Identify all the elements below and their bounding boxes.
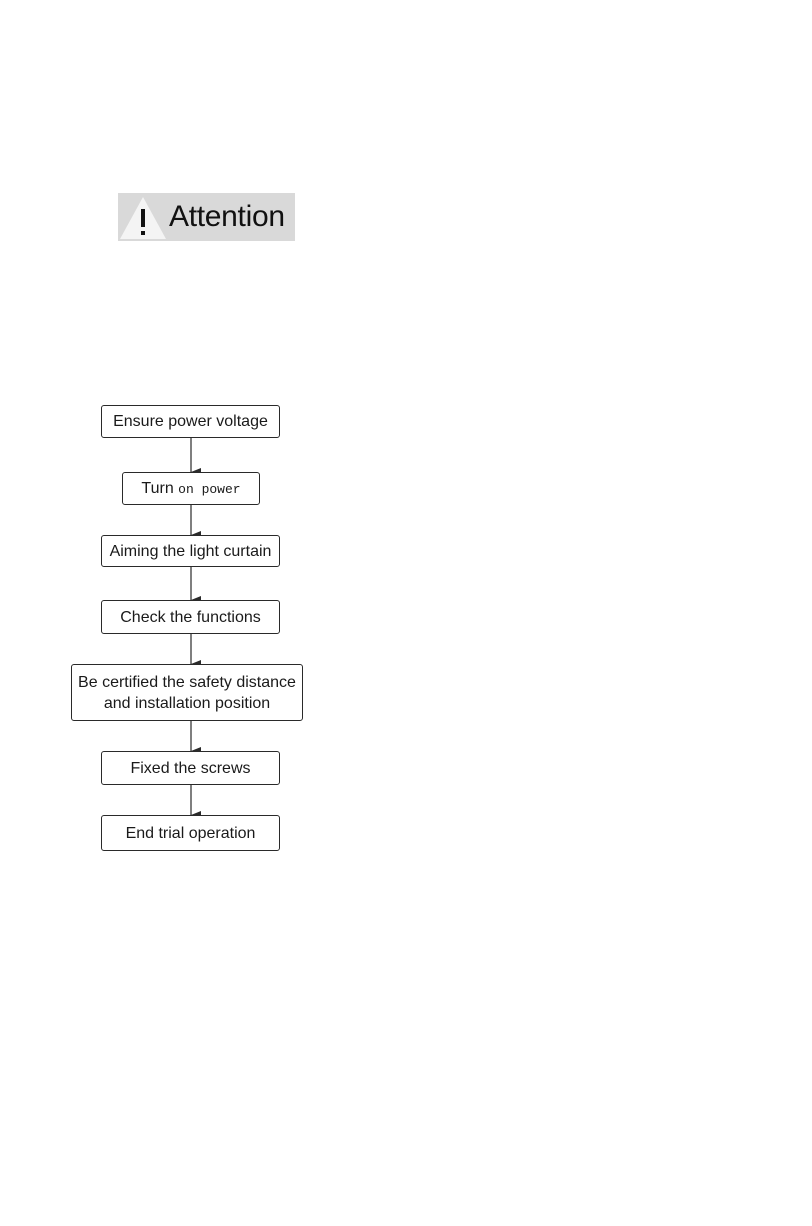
step-certify-safety-distance [71,664,303,721]
step-label-line-2: and installation position [103,694,271,712]
step-label: Check the functions [120,608,261,626]
step-label [141,478,240,500]
step-fixed-screws [101,751,280,785]
step-label-line-1: Be certified the safety distance [78,673,296,691]
step-check-functions [101,600,280,634]
step-label: Fixed the screws [130,759,251,777]
step-end-trial-operation [101,815,280,851]
step-ensure-power-voltage [101,405,280,438]
step-turn-on-power [122,472,260,505]
step-label-main: Turn [141,479,174,497]
step-label: Ensure power voltage [113,413,268,430]
step-aiming-light-curtain [101,535,280,567]
step-label: Aiming the light curtain [109,542,272,560]
step-label: End trial operation [125,824,256,842]
step-label-mono: on power [178,481,241,497]
attention-label: Attention [169,200,285,233]
